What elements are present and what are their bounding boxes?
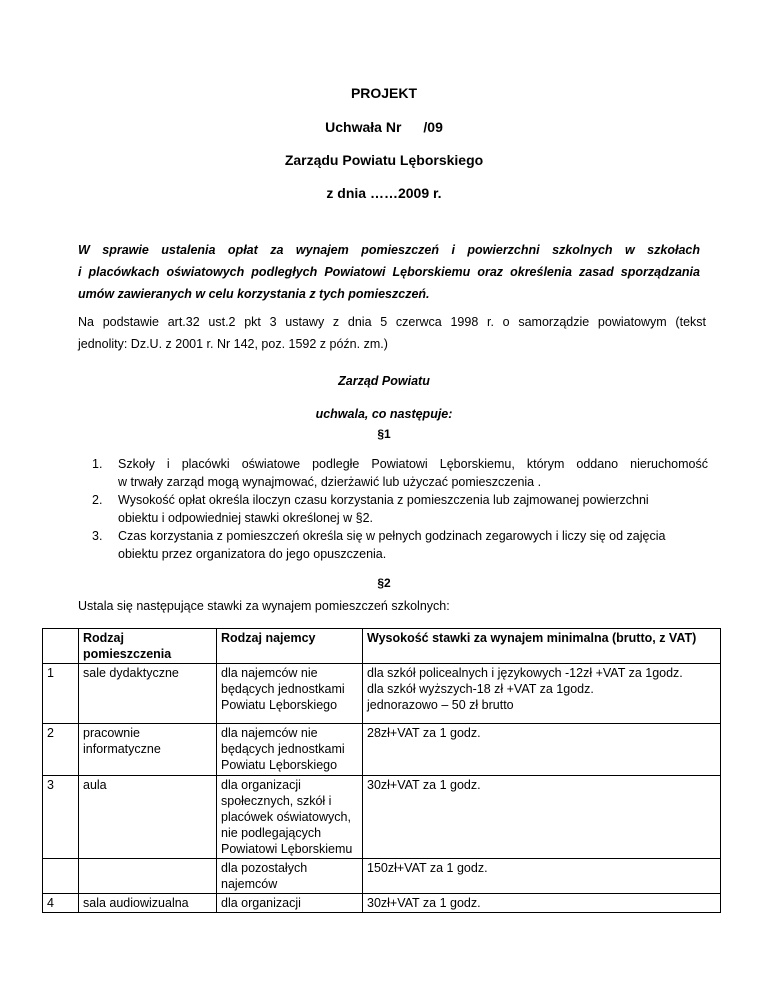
rate-line: dla szkół policealnych i językowych -12zł +VAT za 1godz. — [367, 666, 683, 680]
cell-tenant: dla organizacji społecznych, szkół i placówek oświatowych, nie podlegających Powiatowi Lęborskiemu — [217, 776, 363, 859]
section-2-heading: §2 — [377, 576, 391, 590]
cell-no: 4 — [43, 894, 79, 913]
cell-room: sale dydaktyczne — [79, 664, 217, 724]
cell-room: pracownie informatyczne — [79, 724, 217, 776]
header-tenant-type: Rodzaj najemcy — [217, 629, 363, 664]
rate-line: 150zł+VAT za 1 godz. — [367, 861, 488, 875]
list-item-number: 3. — [92, 529, 103, 543]
list-item-number: 1. — [92, 457, 103, 471]
legal-basis — [78, 311, 706, 355]
list-item-line: obiektu przez organizatora do jego opuszczenia. — [118, 547, 387, 561]
subject-line: umów zawieranych w celu korzystania z tych pomieszczeń. — [78, 287, 430, 301]
rate-line: 30zł+VAT za 1 godz. — [367, 778, 481, 792]
cell-rate — [363, 776, 721, 859]
list-item-number: 2. — [92, 493, 103, 507]
subject-line: W sprawie ustalenia opłat za wynajem pomieszczeń i powierzchni szkolnych w szkołach — [78, 243, 700, 257]
project-label: PROJEKT — [350, 85, 418, 101]
table-row — [43, 894, 721, 913]
issuing-body: Zarządu Powiatu Lęborskiego — [284, 152, 484, 168]
cell-tenant: dla organizacji — [217, 894, 363, 913]
rate-line: 28zł+VAT za 1 godz. — [367, 726, 481, 740]
resolves-clause: uchwala, co następuje: — [315, 407, 453, 421]
cell-no — [43, 859, 79, 894]
cell-no: 3 — [43, 776, 79, 859]
list-item — [78, 491, 708, 527]
list-item-line: obiektu i odpowiedniej stawki określonej w §2. — [118, 511, 374, 525]
rate-line: dla szkół wyższych-18 zł +VAT za 1godz. — [367, 682, 594, 696]
section-2-intro: Ustala się następujące stawki za wynajem pomieszczeń szkolnych: — [78, 599, 450, 613]
cell-room: aula — [79, 776, 217, 859]
rate-line: jednorazowo – 50 zł brutto — [367, 698, 514, 712]
list-item-line: w trwały zarząd mogą wynajmować, dzierżawić lub użyczać pomieszczenia . — [118, 475, 542, 489]
cell-tenant: dla najemców nie będących jednostkami Powiatu Lęborskiego — [217, 724, 363, 776]
header-room-type: Rodzaj pomieszczenia — [79, 629, 217, 664]
table-row — [43, 776, 721, 859]
cell-tenant: dla najemców nie będących jednostkami Powiatu Lęborskiego — [217, 664, 363, 724]
table-row — [43, 859, 721, 894]
table-row — [43, 664, 721, 724]
list-item — [78, 455, 708, 491]
cell-room — [79, 859, 217, 894]
resolution-date: z dnia ……2009 r. — [326, 185, 442, 201]
resolution-subject — [78, 239, 700, 305]
resolution-number-suffix: /09 — [423, 119, 443, 135]
header-no — [43, 629, 79, 664]
rate-line: 30zł+VAT za 1 godz. — [367, 896, 481, 910]
cell-rate — [363, 664, 721, 724]
section-1-list — [78, 455, 708, 563]
resolution-number — [0, 118, 768, 137]
cell-rate — [363, 859, 721, 894]
resolving-body: Zarząd Powiatu — [338, 374, 430, 388]
cell-no: 2 — [43, 724, 79, 776]
list-item-line: Wysokość opłat określa iloczyn czasu korzystania z pomieszczenia lub zajmowanej powierzchni — [118, 493, 649, 507]
section-1-heading: §1 — [377, 427, 391, 441]
resolution-number-prefix: Uchwała Nr — [325, 119, 402, 135]
cell-no: 1 — [43, 664, 79, 724]
header-rate: Wysokość stawki za wynajem minimalna (brutto, z VAT) — [363, 629, 721, 664]
subject-line: i placówkach oświatowych podległych Powiatowi Lęborskiemu oraz określenia zasad sporządzania — [78, 265, 700, 279]
list-item-line: Czas korzystania z pomieszczeń określa się w pełnych godzinach zegarowych i liczy się od zajęcia — [118, 529, 666, 543]
legal-basis-line: Na podstawie art.32 ust.2 pkt 3 ustawy z dnia 5 czerwca 1998 r. o samorządzie powiatowym (tekst — [78, 315, 706, 329]
cell-rate — [363, 894, 721, 913]
list-item-line: Szkoły i placówki oświatowe podległe Powiatowi Lęborskiemu, którym oddano nieruchomość — [118, 457, 708, 471]
cell-room: sala audiowizualna — [79, 894, 217, 913]
table-row — [43, 724, 721, 776]
list-item — [78, 527, 708, 563]
cell-rate — [363, 724, 721, 776]
cell-tenant: dla pozostałych najemców — [217, 859, 363, 894]
rates-table — [42, 628, 721, 913]
table-header-row — [43, 629, 721, 664]
legal-basis-line: jednolity: Dz.U. z 2001 r. Nr 142, poz. 1592 z późn. zm.) — [78, 337, 388, 351]
